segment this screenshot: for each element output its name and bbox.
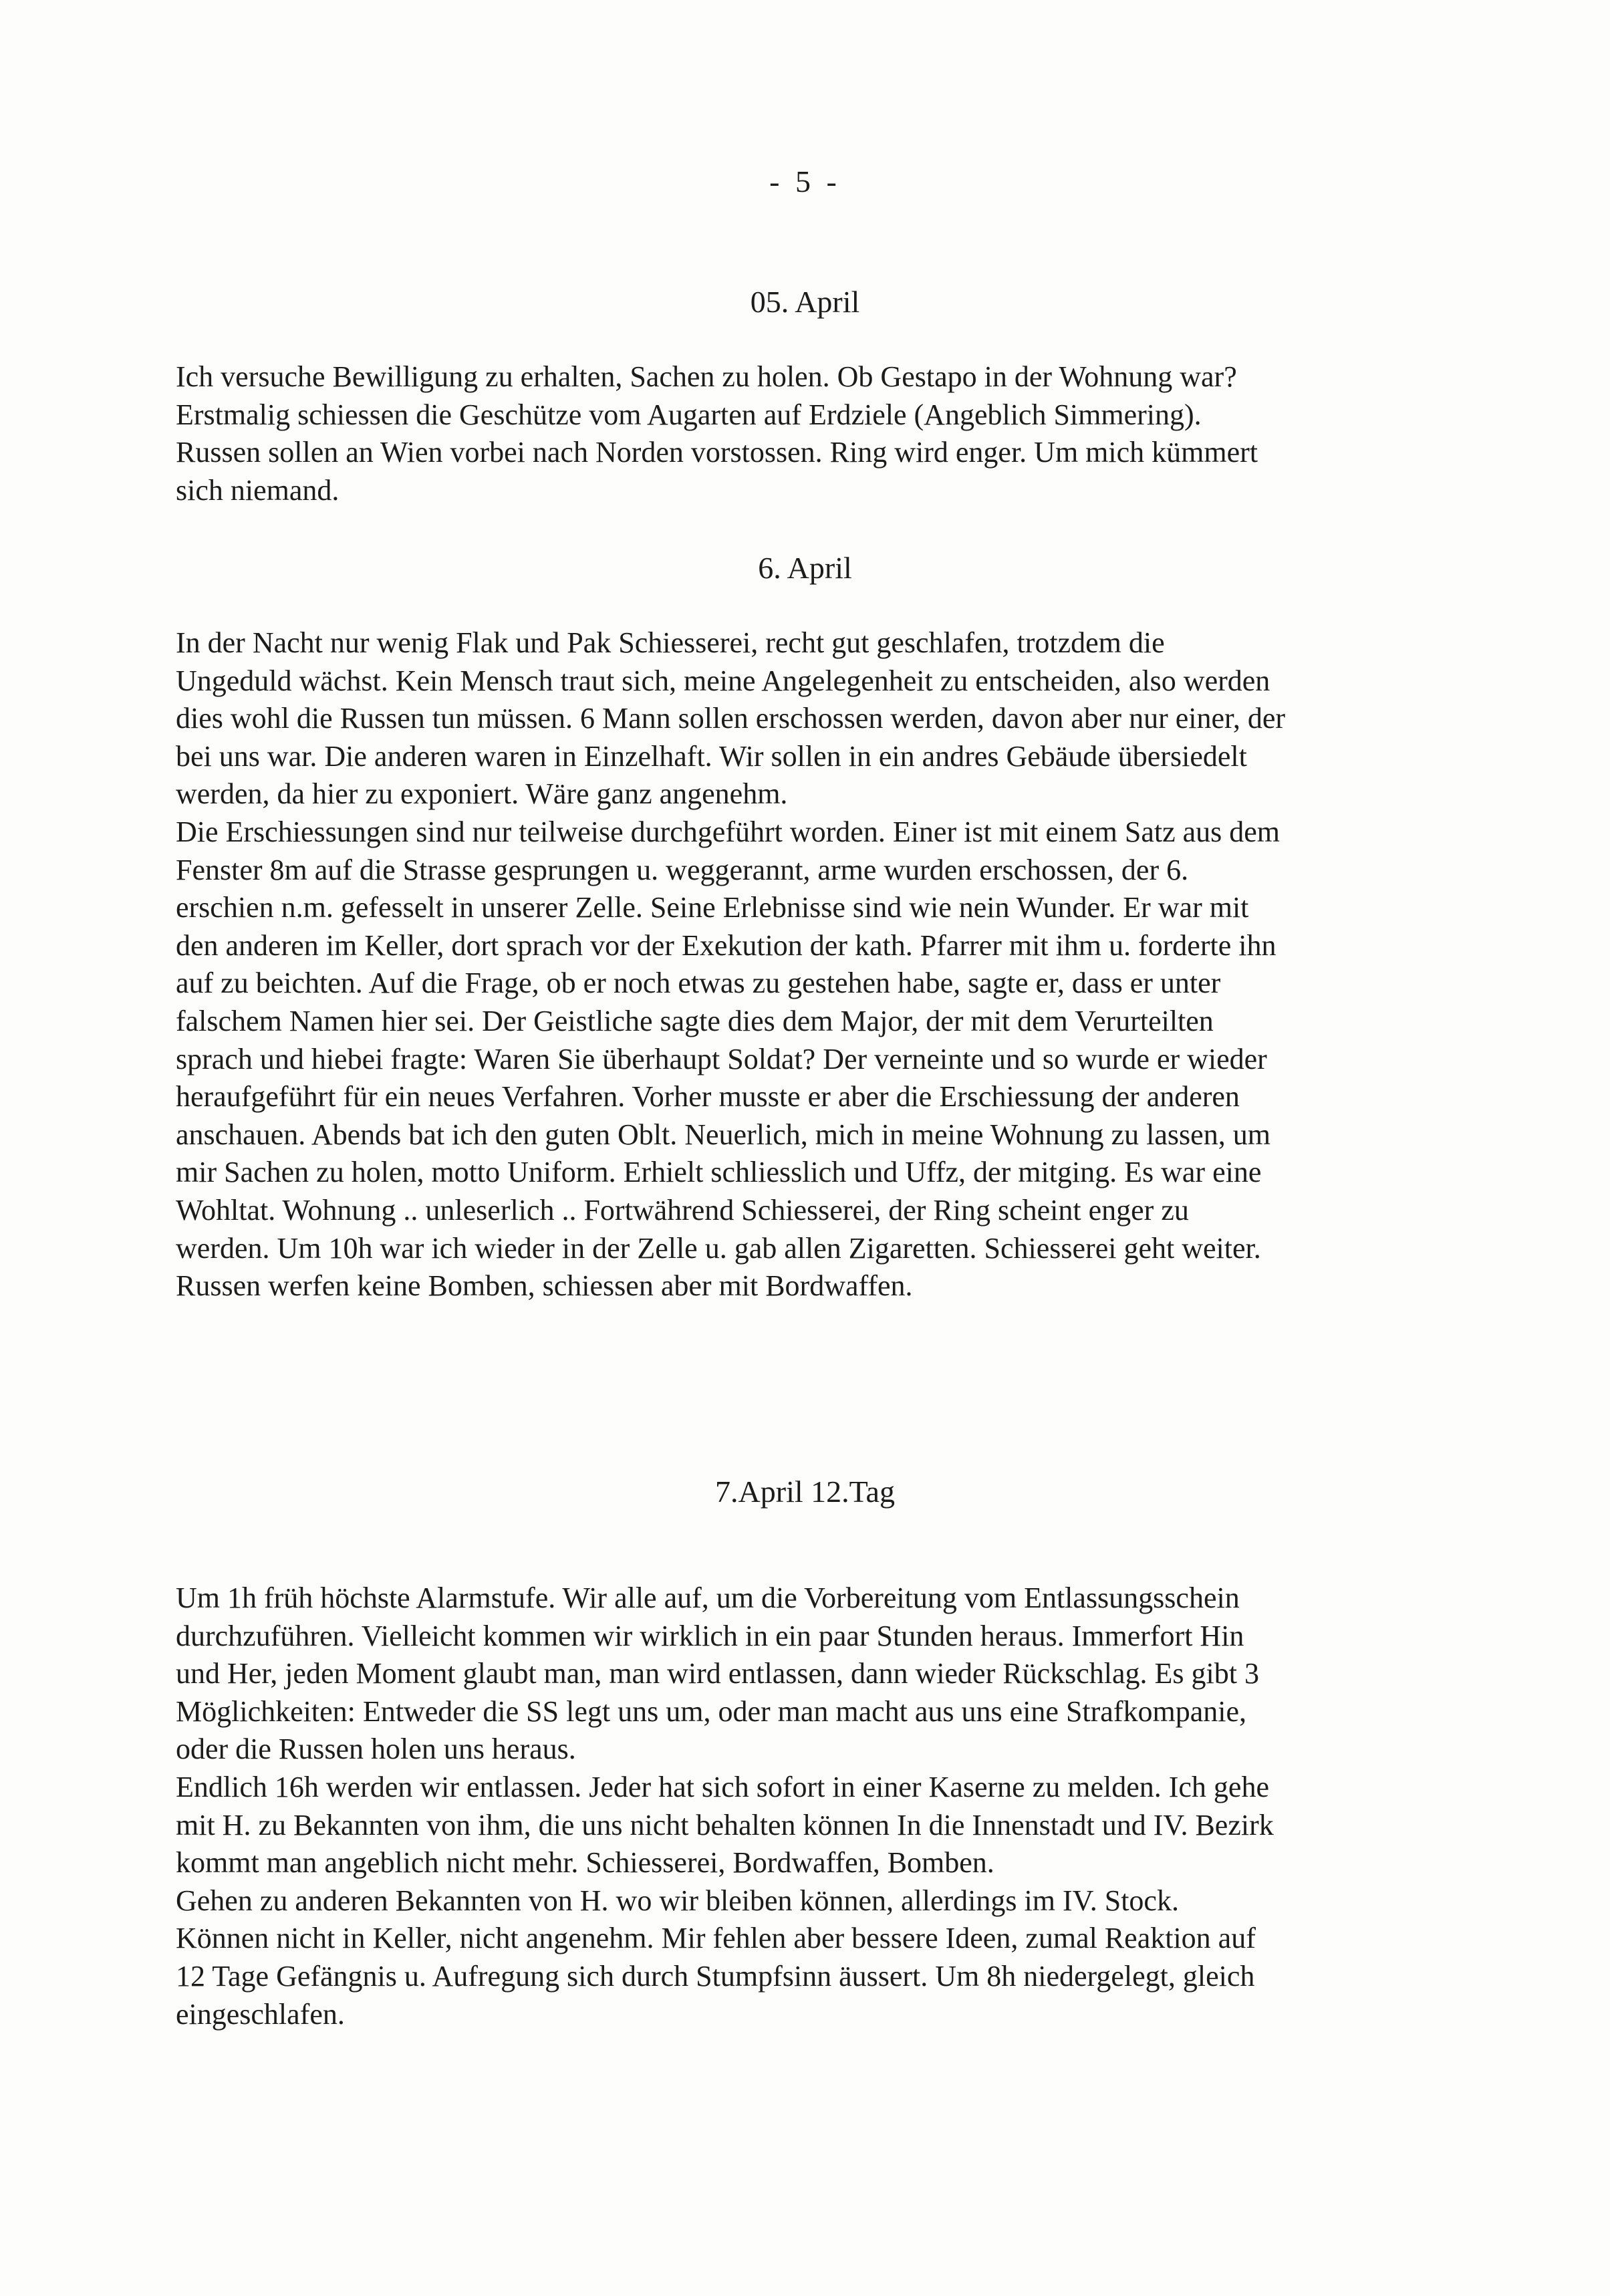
section-paragraph xyxy=(176,1579,1459,2033)
text-line: Erstmalig schiessen die Geschütze vom Augarten auf Erdziele (Angeblich Simmering). xyxy=(176,398,1202,431)
text-line: erschien n.m. gefesselt in unserer Zelle. Seine Erlebnisse sind wie nein Wunder. Er war mit xyxy=(176,891,1249,924)
text-line: bei uns war. Die anderen waren in Einzelhaft. Wir sollen in ein andres Gebäude übersiedelt xyxy=(176,739,1247,773)
text-line: werden, da hier zu exponiert. Wäre ganz angenehm. xyxy=(176,777,788,811)
text-line: mir Sachen zu holen, motto Uniform. Erhielt schliesslich und Uffz, der mitging. Es war eine xyxy=(176,1156,1262,1189)
text-line: durchzuführen. Vielleicht kommen wir wirklich in ein paar Stunden heraus. Immerfort Hin xyxy=(176,1619,1244,1652)
page-number: - 5 - xyxy=(769,164,841,199)
text-line: Ich versuche Bewilligung zu erhalten, Sachen zu holen. Ob Gestapo in der Wohnung war? xyxy=(176,360,1237,393)
section-paragraph xyxy=(176,358,1459,509)
text-line: Russen sollen an Wien vorbei nach Norden vorstossen. Ring wird enger. Um mich kümmert xyxy=(176,436,1258,469)
text-line: Gehen zu anderen Bekannten von H. wo wir bleiben können, allerdings im IV. Stock. xyxy=(176,1884,1179,1917)
text-line: Können nicht in Keller, nicht angenehm. Mir fehlen aber bessere Ideen, zumal Reaktion auf xyxy=(176,1922,1256,1955)
text-line: Fenster 8m auf die Strasse gesprungen u. weggerannt, arme wurden erschossen, der 6. xyxy=(176,853,1189,886)
text-line: heraufgeführt für ein neues Verfahren. Vorher musste er aber die Erschiessung der anderen xyxy=(176,1080,1240,1114)
text-line: Die Erschiessungen sind nur teilweise durchgeführt worden. Einer ist mit einem Satz aus dem xyxy=(176,815,1281,848)
text-line: sprach und hiebei fragte: Waren Sie überhaupt Soldat? Der verneinte und so wurde er wieder xyxy=(176,1042,1267,1075)
section-paragraph xyxy=(176,624,1459,1305)
text-line: und Her, jeden Moment glaubt man, man wird entlassen, dann wieder Rückschlag. Es gibt 3 xyxy=(176,1657,1259,1690)
text-line: oder die Russen holen uns heraus. xyxy=(176,1733,576,1766)
text-line: Ungeduld wächst. Kein Mensch traut sich, meine Angelegenheit zu entscheiden, also werden xyxy=(176,664,1270,697)
text-line: falschem Namen hier sei. Der Geistliche sagte dies dem Major, der mit dem Verurteilten xyxy=(176,1004,1214,1037)
text-line: kommt man angeblich nicht mehr. Schiesserei, Bordwaffen, Bomben. xyxy=(176,1846,994,1880)
text-line: mit H. zu Bekannten von ihm, die uns nicht behalten können In die Innenstadt und IV. Bezirk xyxy=(176,1808,1274,1841)
text-line: Endlich 16h werden wir entlassen. Jeder hat sich sofort in einer Kaserne zu melden. Ich gehe xyxy=(176,1770,1269,1803)
text-line: eingeschlafen. xyxy=(176,1997,345,2031)
text-line: anschauen. Abends bat ich den guten Oblt. Neuerlich, mich in meine Wohnung zu lassen, um xyxy=(176,1118,1270,1151)
text-line: 12 Tage Gefängnis u. Aufregung sich durch Stumpfsinn äussert. Um 8h niedergelegt, gleich xyxy=(176,1959,1255,1993)
text-line: dies wohl die Russen tun müssen. 6 Mann sollen erschossen werden, davon aber nur einer, der xyxy=(176,702,1286,735)
section-heading-7-april: 7.April 12.Tag xyxy=(715,1475,895,1509)
text-line: werden. Um 10h war ich wieder in der Zelle u. gab allen Zigaretten. Schiesserei geht weiter. xyxy=(176,1231,1261,1265)
text-line: Wohltat. Wohnung .. unleserlich .. Fortwährend Schiesserei, der Ring scheint enger zu xyxy=(176,1193,1189,1227)
section-heading-6-april: 6. April xyxy=(758,551,852,585)
text-line: auf zu beichten. Auf die Frage, ob er noch etwas zu gestehen habe, sagte er, dass er unter xyxy=(176,967,1221,1000)
text-line: In der Nacht nur wenig Flak und Pak Schiesserei, recht gut geschlafen, trotzdem die xyxy=(176,626,1165,659)
text-line: Russen werfen keine Bomben, schiessen aber mit Bordwaffen. xyxy=(176,1269,913,1303)
text-line: den anderen im Keller, dort sprach vor der Exekution der kath. Pfarrer mit ihm u. forderte ihn xyxy=(176,928,1277,962)
text-line: Möglichkeiten: Entweder die SS legt uns um, oder man macht aus uns eine Strafkompanie, xyxy=(176,1694,1246,1728)
text-line: Um 1h früh höchste Alarmstufe. Wir alle auf, um die Vorbereitung vom Entlassungsschein xyxy=(176,1581,1240,1614)
text-line: sich niemand. xyxy=(176,473,340,507)
section-heading-05-april: 05. April xyxy=(750,285,860,319)
